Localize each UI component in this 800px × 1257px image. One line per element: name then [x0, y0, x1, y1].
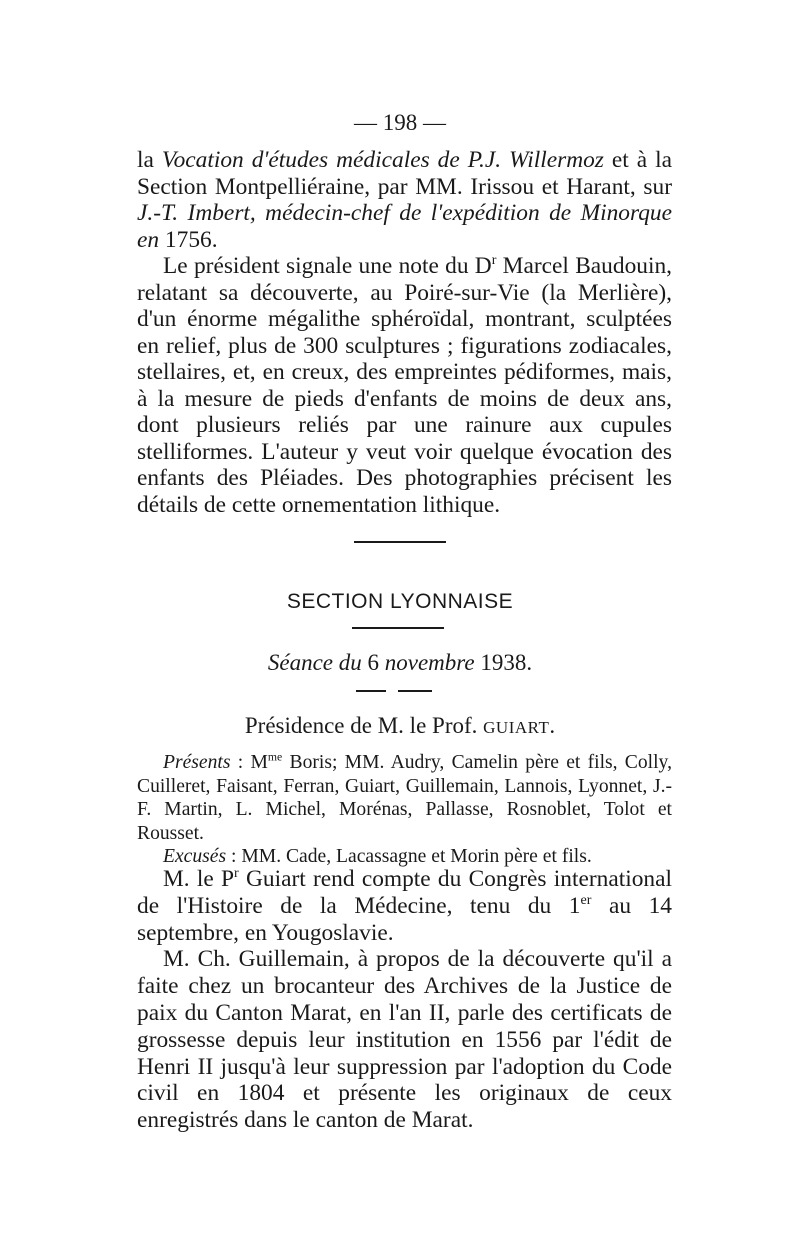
- text-run: et à la Section Montpelliéraine, par MM. Irissou et Harant, sur: [137, 147, 673, 200]
- text-run: 1756.: [159, 226, 218, 253]
- paragraph-congres: [137, 866, 672, 946]
- italic-title: Vocation d'études médicales de P.J. Willermoz: [161, 147, 604, 173]
- text-run: .: [549, 713, 556, 738]
- text-run: Le président signale une note du D: [163, 253, 492, 279]
- presidence-line: [0, 713, 800, 739]
- text-run: : M: [230, 752, 268, 773]
- text-block-top: [137, 147, 672, 518]
- presents-label: Présents: [163, 752, 231, 773]
- section-title: SECTION LYONNAISE: [286, 590, 514, 613]
- text-run: Marcel Baudouin, relatant sa découverte, au Poiré-sur-Vie (la Merlière), d'un énorme mégalithe sphéroïdal, montrant, sculptées en relief, plus de 300 sculptures ; figurations zodiacales, stellaires, et, en creux, des empreintes pédiformes, mais, à la mesure de pieds d'enfants de moins de deux ans, dont plusieurs reliés par une rainure aux cupules stelliformes. L'auteur y veut voir quelque évocation des enfants des Pléiades. Des photographies précisent les détails de cette ornementation lithique.: [137, 253, 672, 518]
- superscript: me: [267, 750, 283, 764]
- divider-rule: [354, 541, 446, 543]
- excuses-label: Excusés: [163, 846, 227, 867]
- text-run: Guiart rend compte du Congrès international de l'Histoire de la Médecine, tenu du 1: [137, 866, 672, 919]
- text-run: M. Ch. Guillemain, à propos de la découverte qu'il a faite chez un brocanteur des Archives de la Justice de paix du Canton Marat, en l'an II, parle des certificats de grossesse depuis leur institution en 1556 par l'édit de Henri II jusqu'à leur suppression par l'adoption du Code civil en 1804 et présente les originaux de ceux enregistrés dans le canton de Marat.: [137, 946, 672, 1134]
- seance-year: 1938.: [474, 650, 533, 675]
- paragraph-guillemain: [137, 946, 672, 1134]
- superscript: r: [234, 865, 239, 882]
- attendance-block: [137, 751, 672, 869]
- superscript: r: [491, 252, 497, 269]
- seance-italic: Séance du: [267, 650, 362, 675]
- paragraph-vocation: [137, 147, 672, 253]
- text-run: : MM. Cade, Lacassagne et Morin père et fils.: [226, 846, 592, 867]
- superscript: er: [580, 892, 592, 908]
- small-caps-name: GUIART: [483, 718, 550, 737]
- italic-title: J.-T. Imbert, médecin-chef de l'expédition de Minorque en: [137, 200, 672, 253]
- text-run: M. le P: [163, 866, 235, 892]
- divider-rule: [352, 627, 444, 629]
- excuses-list: [137, 845, 672, 869]
- seance-day: 6: [361, 650, 385, 675]
- divider-dash: [356, 690, 386, 692]
- seance-month: novembre: [384, 650, 475, 675]
- text-block-bottom: [137, 866, 672, 1134]
- seance-heading: [0, 650, 800, 676]
- divider-dash: [398, 690, 432, 692]
- page-number: — 198 —: [354, 110, 446, 135]
- text-run: Présidence de M. le Prof.: [244, 713, 484, 738]
- text-run: la: [137, 147, 162, 173]
- paragraph-megalithe: [137, 253, 672, 518]
- presents-list: [137, 751, 672, 845]
- text-run: au 14 septembre, en Yougoslavie.: [137, 892, 672, 946]
- text-run: Boris; MM. Audry, Camelin père et fils, Colly, Cuilleret, Faisant, Ferran, Guiart, Guillemain, Lannois, Lyonnet, J.-F. Martin, L. Michel, Morénas, Pallasse, Rosnoblet, Tolot et Rousset.: [137, 752, 672, 844]
